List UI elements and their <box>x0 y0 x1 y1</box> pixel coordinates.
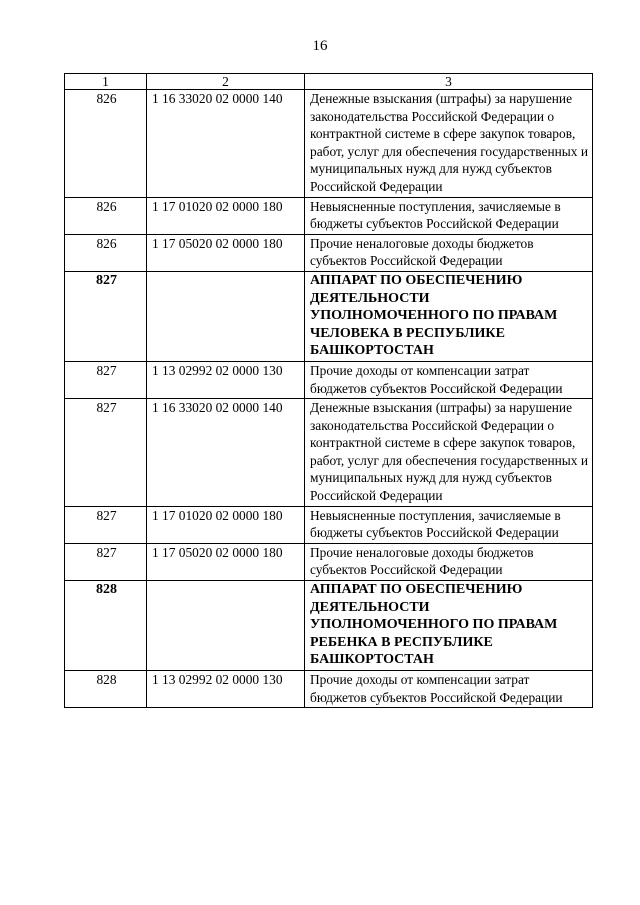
revenue-code-cell: 1 13 02992 02 0000 130 <box>147 361 305 398</box>
column-header-1: 1 <box>65 74 147 90</box>
admin-code-cell: 827 <box>65 543 147 580</box>
administrator-name-cell: АППАРАТ ПО ОБЕСПЕЧЕНИЮ ДЕЯТЕЛЬНОСТИ УПОЛНОМОЧЕННОГО ПО ПРАВАМ ЧЕЛОВЕКА В РЕСПУБЛИКЕ БАШКОРТОСТАН <box>305 271 593 361</box>
table-row <box>65 671 593 708</box>
admin-code-cell: 827 <box>65 271 147 361</box>
administrator-name-cell: АППАРАТ ПО ОБЕСПЕЧЕНИЮ ДЕЯТЕЛЬНОСТИ УПОЛНОМОЧЕННОГО ПО ПРАВАМ РЕБЕНКА В РЕСПУБЛИКЕ БАШКОРТОСТАН <box>305 581 593 671</box>
table-row <box>65 234 593 271</box>
admin-code-cell: 826 <box>65 234 147 271</box>
revenue-name-cell: Прочие доходы от компенсации затрат бюджетов субъектов Российской Федерации <box>305 671 593 708</box>
section-header-row <box>65 581 593 671</box>
revenue-name-cell: Денежные взыскания (штрафы) за нарушение законодательства Российской Федерации о контрактной системе в сфере закупок товаров, работ, услуг для обеспечения государственных и муниципальных нужд для нужд субъектов Российской Федерации <box>305 90 593 198</box>
section-header-row <box>65 271 593 361</box>
revenue-codes-table <box>64 73 593 708</box>
column-header-2: 2 <box>147 74 305 90</box>
admin-code-cell: 826 <box>65 90 147 198</box>
admin-code-cell: 827 <box>65 399 147 507</box>
table-row <box>65 361 593 398</box>
revenue-name-cell: Невыясненные поступления, зачисляемые в бюджеты субъектов Российской Федерации <box>305 197 593 234</box>
revenue-code-cell <box>147 271 305 361</box>
revenue-code-cell: 1 17 05020 02 0000 180 <box>147 234 305 271</box>
revenue-name-cell: Денежные взыскания (штрафы) за нарушение законодательства Российской Федерации о контрактной системе в сфере закупок товаров, работ, услуг для обеспечения государственных и муниципальных нужд для нужд субъектов Российской Федерации <box>305 399 593 507</box>
admin-code-cell: 826 <box>65 197 147 234</box>
revenue-code-cell: 1 17 01020 02 0000 180 <box>147 506 305 543</box>
admin-code-cell: 827 <box>65 506 147 543</box>
revenue-code-cell: 1 17 01020 02 0000 180 <box>147 197 305 234</box>
revenue-code-cell <box>147 581 305 671</box>
table-row <box>65 90 593 198</box>
revenue-code-cell: 1 13 02992 02 0000 130 <box>147 671 305 708</box>
table-row <box>65 543 593 580</box>
admin-code-cell: 827 <box>65 361 147 398</box>
column-header-3: 3 <box>305 74 593 90</box>
revenue-name-cell: Прочие неналоговые доходы бюджетов субъектов Российской Федерации <box>305 234 593 271</box>
admin-code-cell: 828 <box>65 581 147 671</box>
table-row <box>65 399 593 507</box>
admin-code-cell: 828 <box>65 671 147 708</box>
page-number: 16 <box>312 38 328 54</box>
revenue-code-cell: 1 16 33020 02 0000 140 <box>147 399 305 507</box>
revenue-code-cell: 1 16 33020 02 0000 140 <box>147 90 305 198</box>
table-row <box>65 197 593 234</box>
revenue-code-cell: 1 17 05020 02 0000 180 <box>147 543 305 580</box>
revenue-name-cell: Невыясненные поступления, зачисляемые в бюджеты субъектов Российской Федерации <box>305 506 593 543</box>
table-header-row <box>65 74 593 90</box>
revenue-name-cell: Прочие доходы от компенсации затрат бюджетов субъектов Российской Федерации <box>305 361 593 398</box>
table-row <box>65 506 593 543</box>
revenue-name-cell: Прочие неналоговые доходы бюджетов субъектов Российской Федерации <box>305 543 593 580</box>
